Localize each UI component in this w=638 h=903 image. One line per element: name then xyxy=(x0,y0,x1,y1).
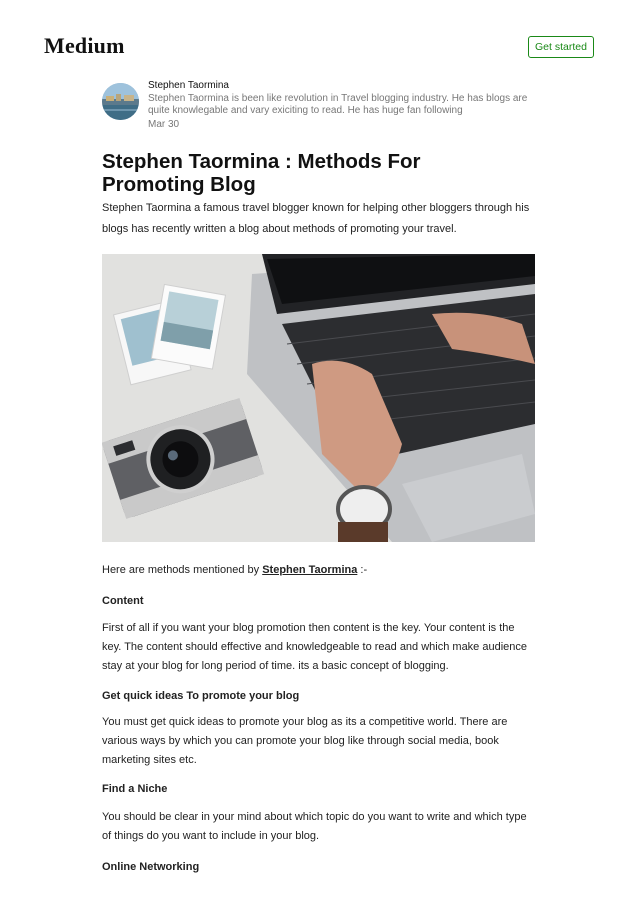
author-link[interactable]: Stephen Taormina xyxy=(262,564,358,576)
author-name[interactable]: Stephen Taormina xyxy=(148,80,229,91)
article-intro xyxy=(102,198,542,240)
paragraph-line: key. The content should effective and knowledgeable to read and which make audience xyxy=(102,641,528,653)
methods-prefix: Here are methods mentioned by xyxy=(102,564,263,576)
paragraph-line: marketing sites etc. xyxy=(102,754,197,766)
section-heading-niche: Find a Niche xyxy=(102,783,168,795)
methods-suffix: :- xyxy=(357,564,368,576)
hero-image xyxy=(102,254,535,542)
paragraph-line: You must get quick ideas to promote your blog as its a competitive world. There are xyxy=(102,716,508,728)
methods-intro xyxy=(102,561,542,580)
author-bio-line: quite knowlegable and vary exiciting to read. He has huge fan following xyxy=(148,105,463,116)
author-bio xyxy=(148,93,538,117)
article-title xyxy=(102,150,522,196)
title-line: Promoting Blog xyxy=(102,173,256,196)
section-body-quick-ideas xyxy=(102,713,542,770)
laptop-camera-photo-icon xyxy=(102,254,535,542)
author-avatar[interactable] xyxy=(102,83,139,120)
paragraph-line: stay at your blog for long period of time. its a basic concept of blogging. xyxy=(102,660,449,672)
medium-logo[interactable]: Medium xyxy=(44,33,125,58)
author-info xyxy=(148,80,538,131)
paragraph-line: of things do you want to include in your blog. xyxy=(102,830,320,842)
section-body-content xyxy=(102,619,542,676)
intro-line: blogs has recently written a blog about methods of promoting your travel. xyxy=(102,223,457,235)
section-body-niche xyxy=(102,808,542,846)
section-heading-content: Content xyxy=(102,595,144,607)
post-date: Mar 30 xyxy=(148,119,180,130)
section-heading-quick-ideas: Get quick ideas To promote your blog xyxy=(102,690,300,702)
author-bio-line: Stephen Taormina is been like revolution in Travel blogging industry. He has blogs are xyxy=(148,93,528,104)
paragraph-line: various ways by which you can promote your blog like through social media, book xyxy=(102,735,499,747)
paragraph-line: You should be clear in your mind about which topic do you want to write and which type xyxy=(102,811,527,823)
intro-line: Stephen Taormina a famous travel blogger known for helping other bloggers through his xyxy=(102,202,530,214)
paragraph-line: First of all if you want your blog promotion then content is the key. Your content is the xyxy=(102,622,515,634)
title-line: Stephen Taormina : Methods For xyxy=(102,150,421,173)
section-heading-networking: Online Networking xyxy=(102,861,200,873)
avatar-photo-icon xyxy=(102,83,139,120)
get-started-button[interactable]: Get started xyxy=(528,36,594,58)
